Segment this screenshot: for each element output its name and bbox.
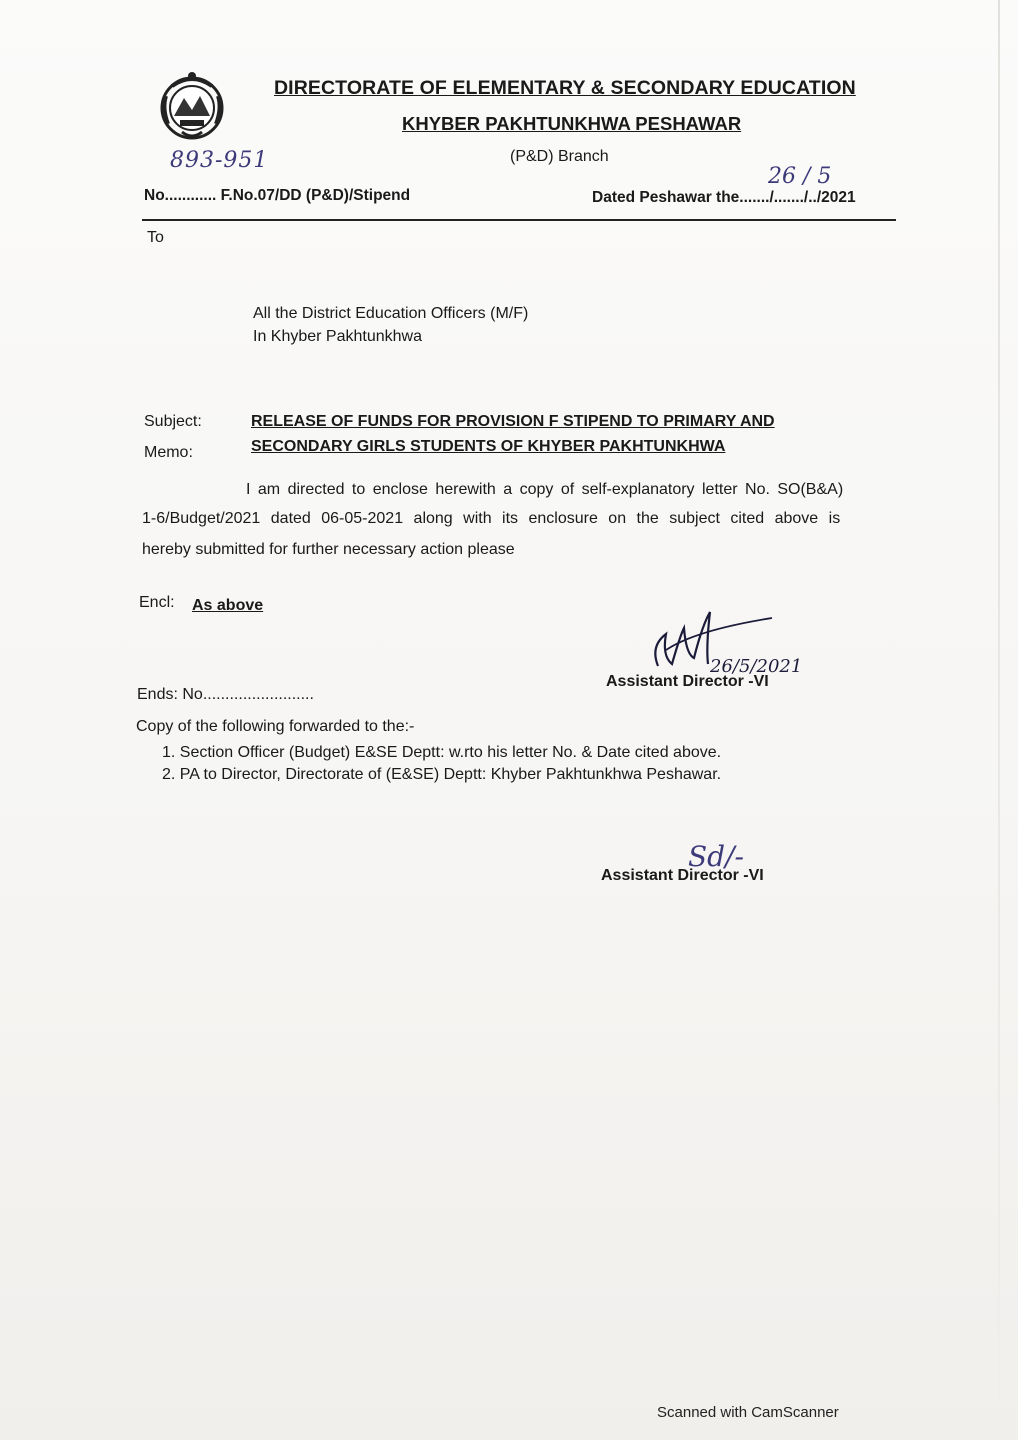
subject-line-1: RELEASE OF FUNDS FOR PROVISION F STIPEND TO PRIMARY AND <box>251 413 775 430</box>
subject-line-2: SECONDARY GIRLS STUDENTS OF KHYBER PAKHTUNKHWA <box>251 438 726 455</box>
body-line-1: I am directed to enclose herewith a copy of self-explanatory letter No. SO(B&A) <box>246 481 844 498</box>
kp-government-emblem-icon <box>152 66 232 146</box>
branch-label: (P&D) Branch <box>510 148 609 165</box>
handwritten-dispatch-number: 893-951 <box>170 148 269 173</box>
copy-list-item: 2. PA to Director, Directorate of (E&SE) Deptt: Khyber Pakhtunkhwa Peshawar. <box>162 766 722 783</box>
copy-list-item: 1. Section Officer (Budget) E&SE Deptt: w.rto his letter No. & Date cited above. <box>162 744 722 761</box>
memo-label: Memo: <box>144 444 193 461</box>
handwritten-date: 26 / 5 <box>768 164 832 189</box>
copy-forwarded-header: Copy of the following forwarded to the:- <box>136 718 415 735</box>
header-divider <box>142 219 896 221</box>
enclosure-label: Encl: <box>139 594 175 611</box>
body-line-2: 1-6/Budget/2021 dated 06-05-2021 along with its enclosure on the subject cited above is <box>142 510 841 527</box>
province-title: KHYBER PAKHTUNKHWA PESHAWAR <box>402 113 742 134</box>
scanner-watermark: Scanned with CamScanner <box>657 1404 839 1421</box>
file-number-line: No............ F.No.07/DD (P&D)/Stipend <box>144 187 411 204</box>
body-line-3: hereby submitted for further necessary action please <box>142 541 515 558</box>
addressee-line-1: All the District Education Officers (M/F) <box>253 305 529 322</box>
designation-1: Assistant Director -VI <box>606 673 769 690</box>
enclosure-value: As above <box>192 597 264 614</box>
designation-2: Assistant Director -VI <box>601 867 764 884</box>
to-label: To <box>147 229 164 246</box>
addressee-line-2: In Khyber Pakhtunkhwa <box>253 328 422 345</box>
signature-2-text: Sd/- <box>688 840 744 873</box>
dated-line: Dated Peshawar the......./......./../2021 <box>592 189 856 206</box>
directorate-title: DIRECTORATE OF ELEMENTARY & SECONDARY EDUCATION <box>274 77 856 99</box>
scan-edge <box>998 0 1000 1400</box>
subject-label: Subject: <box>144 413 202 430</box>
ends-number-line: Ends: No......................... <box>137 686 314 703</box>
signature-1-date: 26/5/2021 <box>710 656 803 677</box>
